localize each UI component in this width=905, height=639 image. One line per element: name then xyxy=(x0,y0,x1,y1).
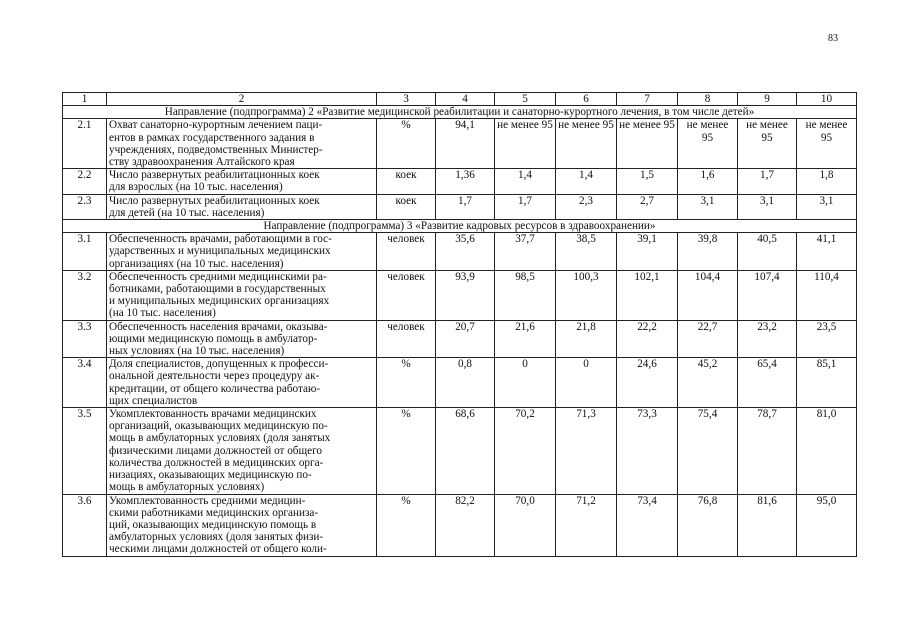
indicator-value: 0 xyxy=(556,358,617,408)
indicator-value: 1,4 xyxy=(556,169,617,194)
column-number-cell: 6 xyxy=(556,93,617,106)
indicator-value: 104,4 xyxy=(678,270,738,320)
indicator-value: 20,7 xyxy=(436,320,495,358)
indicator-value: не менее 95 xyxy=(617,119,678,169)
indicator-value: 71,2 xyxy=(556,494,617,556)
indicator-name-line: ботниками, работающими в государственных xyxy=(109,283,326,296)
column-number-cell: 9 xyxy=(738,93,797,106)
indicator-value: не менее 95 xyxy=(738,119,797,169)
indicator-name-line: организациях (на 10 тыс. населения) xyxy=(109,257,284,270)
indicator-name xyxy=(107,233,377,271)
indicator-value: 38,5 xyxy=(556,233,617,271)
indicator-row xyxy=(63,233,857,271)
indicator-name-line: щих специалистов xyxy=(109,394,198,407)
indicator-unit: % xyxy=(377,119,436,169)
indicator-name-line: физическими лицами должностей от общего xyxy=(109,444,322,457)
indicator-name-line: количества должностей в медицинских орга- xyxy=(109,456,324,469)
indicator-unit: человек xyxy=(377,320,436,358)
indicator-name xyxy=(107,119,377,169)
indicator-value: 94,1 xyxy=(436,119,495,169)
indicator-name-line: ческими лицами должностей от общего коли- xyxy=(109,543,327,556)
indicator-name xyxy=(107,169,377,194)
column-number-cell: 10 xyxy=(797,93,857,106)
indicator-name-line: Число развернутых реабилитационных коек xyxy=(109,194,320,207)
indicator-number: 3.3 xyxy=(63,320,107,358)
indicator-number: 2.1 xyxy=(63,119,107,169)
column-number-cell: 2 xyxy=(107,93,377,106)
indicator-value: 2,3 xyxy=(556,194,617,219)
indicator-value: не менее 95 xyxy=(797,119,857,169)
indicator-value: 73,3 xyxy=(617,408,678,494)
indicator-name-line: ударственных и муниципальных медицинских xyxy=(109,245,331,258)
indicator-name-line: мощь в амбулаторных условиях (доля занятых xyxy=(109,432,331,445)
indicator-unit: коек xyxy=(377,194,436,219)
indicator-name-line: ций, оказывающих медицинскую помощь в xyxy=(109,518,317,531)
indicators-table xyxy=(62,92,857,557)
indicator-value: 3,1 xyxy=(678,194,738,219)
indicator-name-line: ентов в рамках государственного задания в xyxy=(109,131,315,144)
indicator-value: 1,8 xyxy=(797,169,857,194)
section-header-row xyxy=(63,106,857,119)
indicator-name-line: Обеспеченность врачами, работающими в гос- xyxy=(109,233,332,246)
indicator-value: не менее 95 xyxy=(678,119,738,169)
indicator-value: 1,7 xyxy=(738,169,797,194)
indicator-value: 82,2 xyxy=(436,494,495,556)
indicator-value: не менее 95 xyxy=(495,119,556,169)
indicator-name xyxy=(107,358,377,408)
indicator-name-line: ству здравоохранения Алтайского края xyxy=(109,156,295,169)
indicator-value: 1,6 xyxy=(678,169,738,194)
indicator-name-line: Доля специалистов, допущенных к професси- xyxy=(109,358,329,371)
indicator-name-line: кредитации, от общего количества работаю- xyxy=(109,382,321,395)
indicator-value: 22,7 xyxy=(678,320,738,358)
indicator-value: 75,4 xyxy=(678,408,738,494)
indicator-name-line: учреждениях, подведомственных Министер- xyxy=(109,143,323,156)
page-number: 83 xyxy=(828,33,838,44)
indicator-unit: коек xyxy=(377,169,436,194)
indicator-value: 100,3 xyxy=(556,270,617,320)
indicator-name-line: Число развернутых реабилитационных коек xyxy=(109,169,320,182)
indicator-unit: % xyxy=(377,494,436,556)
indicator-value: 35,6 xyxy=(436,233,495,271)
indicator-value: 2,7 xyxy=(617,194,678,219)
indicator-name xyxy=(107,194,377,219)
indicator-value: 65,4 xyxy=(738,358,797,408)
column-number-cell: 7 xyxy=(617,93,678,106)
indicator-value: 21,6 xyxy=(495,320,556,358)
indicator-value: 85,1 xyxy=(797,358,857,408)
indicator-name xyxy=(107,270,377,320)
indicator-value: 39,8 xyxy=(678,233,738,271)
indicator-name-line: низациях, оказывающих медицинскую по- xyxy=(109,469,312,482)
indicator-row xyxy=(63,358,857,408)
indicator-value: 40,5 xyxy=(738,233,797,271)
indicator-value: 0 xyxy=(495,358,556,408)
indicator-number: 2.2 xyxy=(63,169,107,194)
indicator-name-line: мощь в амбулаторных условиях) xyxy=(109,481,265,494)
indicator-value: 73,4 xyxy=(617,494,678,556)
column-number-cell: 8 xyxy=(678,93,738,106)
indicator-unit: человек xyxy=(377,233,436,271)
indicator-value: 81,0 xyxy=(797,408,857,494)
indicator-name-line: Обеспеченность населения врачами, оказыва- xyxy=(109,320,328,333)
indicator-value: не менее 95 xyxy=(556,119,617,169)
indicator-name-line: и муниципальных медицинских организациях xyxy=(109,295,330,308)
indicator-number: 2.3 xyxy=(63,194,107,219)
indicator-value: 22,2 xyxy=(617,320,678,358)
indicator-name-line: организаций, оказывающих медицинскую по- xyxy=(109,420,328,433)
indicator-row xyxy=(63,408,857,494)
indicator-unit: % xyxy=(377,358,436,408)
column-number-cell: 4 xyxy=(436,93,495,106)
indicator-value: 21,8 xyxy=(556,320,617,358)
indicator-value: 1,4 xyxy=(495,169,556,194)
column-number-cell: 1 xyxy=(63,93,107,106)
indicator-value: 24,6 xyxy=(617,358,678,408)
indicator-value: 1,5 xyxy=(617,169,678,194)
indicator-value: 71,3 xyxy=(556,408,617,494)
section-header-row xyxy=(63,220,857,233)
indicator-name-line: Охват санаторно-курортным лечением паци- xyxy=(109,119,323,132)
indicator-value: 107,4 xyxy=(738,270,797,320)
indicator-row xyxy=(63,320,857,358)
indicator-value: 98,5 xyxy=(495,270,556,320)
indicator-name-line: Укомплектованность врачами медицинских xyxy=(109,408,317,421)
indicator-number: 3.6 xyxy=(63,494,107,556)
indicator-value: 0,8 xyxy=(436,358,495,408)
indicator-row xyxy=(63,494,857,556)
indicator-value: 23,5 xyxy=(797,320,857,358)
indicator-name-line: для взрослых (на 10 тыс. населения) xyxy=(109,181,283,194)
indicator-row xyxy=(63,194,857,219)
indicator-row xyxy=(63,270,857,320)
indicator-row xyxy=(63,119,857,169)
indicator-value: 3,1 xyxy=(738,194,797,219)
indicator-name-line: ющими медицинскую помощь в амбулатор- xyxy=(109,332,318,345)
indicator-value: 93,9 xyxy=(436,270,495,320)
indicator-value: 41,1 xyxy=(797,233,857,271)
indicator-value: 81,6 xyxy=(738,494,797,556)
indicator-value: 68,6 xyxy=(436,408,495,494)
indicator-name-line: Обеспеченность средними медицинскими ра- xyxy=(109,270,327,283)
indicator-name xyxy=(107,494,377,556)
section-title: Направление (подпрограмма) 2 «Развитие медицинской реабилитации и санаторно-курортного лечения, в том числе детей» xyxy=(63,106,857,119)
indicator-value: 70,2 xyxy=(495,408,556,494)
indicator-number: 3.2 xyxy=(63,270,107,320)
indicator-value: 23,2 xyxy=(738,320,797,358)
indicator-name-line: для детей (на 10 тыс. населения) xyxy=(109,206,265,219)
column-number-cell: 3 xyxy=(377,93,436,106)
indicator-value: 1,7 xyxy=(495,194,556,219)
indicator-value: 76,8 xyxy=(678,494,738,556)
indicator-value: 1,7 xyxy=(436,194,495,219)
indicator-name xyxy=(107,320,377,358)
indicator-value: 78,7 xyxy=(738,408,797,494)
indicator-row xyxy=(63,169,857,194)
column-number-row xyxy=(63,93,857,106)
column-number-cell: 5 xyxy=(495,93,556,106)
indicator-name-line: (на 10 тыс. населения) xyxy=(109,307,216,320)
indicator-value: 37,7 xyxy=(495,233,556,271)
indicator-number: 3.1 xyxy=(63,233,107,271)
indicator-unit: человек xyxy=(377,270,436,320)
indicator-name-line: Укомплектованность средними медицин- xyxy=(109,494,306,507)
indicator-number: 3.5 xyxy=(63,408,107,494)
indicator-value: 70,0 xyxy=(495,494,556,556)
indicator-value: 1,36 xyxy=(436,169,495,194)
indicator-name-line: ных условиях (на 10 тыс. населения) xyxy=(109,345,285,358)
indicator-number: 3.4 xyxy=(63,358,107,408)
indicator-name xyxy=(107,408,377,494)
indicator-value: 102,1 xyxy=(617,270,678,320)
indicator-name-line: амбулаторных условиях (доля занятых физи- xyxy=(109,531,324,544)
section-title: Направление (подпрограмма) 3 «Развитие кадровых ресурсов в здравоохранении» xyxy=(63,220,857,233)
indicator-value: 3,1 xyxy=(797,194,857,219)
indicator-value: 39,1 xyxy=(617,233,678,271)
indicator-value: 95,0 xyxy=(797,494,857,556)
indicator-name-line: ональной деятельности через процедуру ак- xyxy=(109,370,320,383)
indicator-value: 110,4 xyxy=(797,270,857,320)
indicator-unit: % xyxy=(377,408,436,494)
indicator-value: 45,2 xyxy=(678,358,738,408)
indicator-name-line: скими работниками медицинских организа- xyxy=(109,506,319,519)
